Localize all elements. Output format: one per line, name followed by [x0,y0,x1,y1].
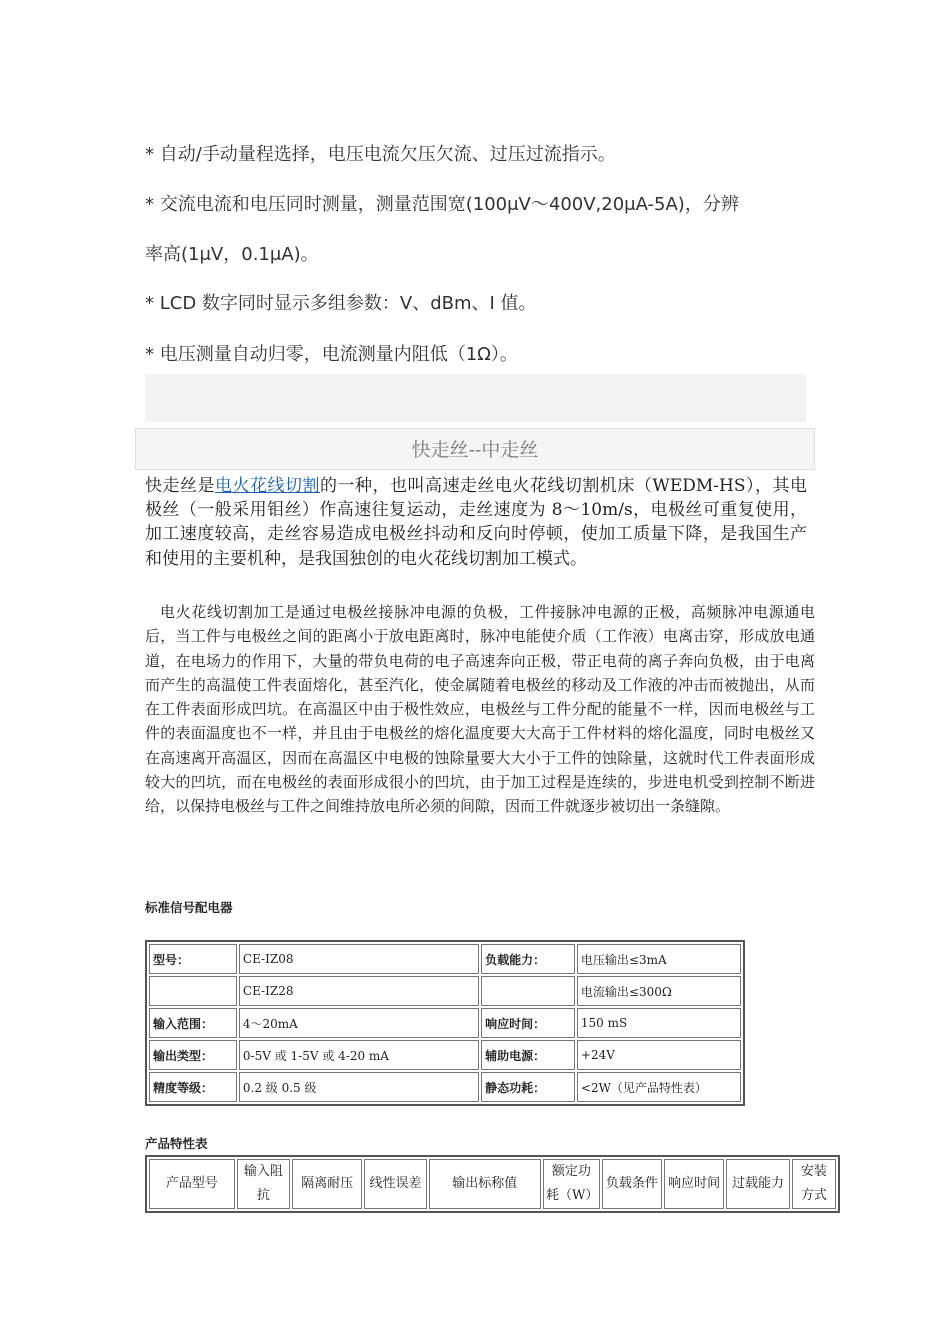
intro-text-start: 快走丝是 [145,476,215,496]
spec-value-load: 电压输出≤3mA [577,944,741,974]
spec-value-output-type: 0-5V 或 1-5V 或 4-20 mA [239,1040,479,1070]
spec-label-model: 型号： [149,944,237,974]
table-row [149,1159,836,1209]
props-header-rated-power: 额定功耗（W） [543,1159,600,1209]
bullet-resolution: 率高(1μV，0.1μA)。 [145,244,319,265]
props-header-isolation: 隔离耐压 [292,1159,362,1209]
spec-value-model-2: CE-IZ28 [239,976,479,1006]
props-header-mounting: 安装方式 [792,1159,836,1209]
bullet-measurement-range: * 交流电流和电压同时测量，测量范围宽(100μV～400V,20μA-5A)，分辨 [145,194,739,215]
spec-label-empty [481,976,575,1006]
table-row [149,944,741,974]
table-row [149,976,741,1006]
spec-value-response: 150 mS [577,1008,741,1038]
intro-text-rest: 的一种，也叫高速走丝电火花线切割机床（WEDM-HS），其电极丝（一般采用钼丝）作高速往复运动，走丝速度为 8～10m/s，电极丝可重复使用，加工速度较高，走丝容易造成电极丝抖动和反向时停顿，使加工质量下降，是我国生产和使用的主要机种，是我国独创的电火花线切割加工模式。 [145,476,808,569]
props-header-response: 响应时间 [664,1159,724,1209]
blank-panel [145,374,806,422]
spec-label-aux-power: 辅助电源： [481,1040,575,1070]
spec-value-accuracy: 0.2 级 0.5 级 [239,1072,479,1102]
bullet-auto-zero: * 电压测量自动归零，电流测量内阻低（1Ω）。 [145,344,518,365]
spec-table [145,940,745,1106]
props-header-overload: 过载能力 [726,1159,790,1209]
table-row [149,1072,741,1102]
spec-value-static-power: <2W（见产品特性表） [577,1072,741,1102]
spec-value-load-2: 电流输出≤300Ω [577,976,741,1006]
table-row [149,1040,741,1070]
spec-label-accuracy: 精度等级： [149,1072,237,1102]
spec-label-input-range: 输入范围： [149,1008,237,1038]
props-table [145,1155,840,1213]
bullet-range-selection: * 自动/手动量程选择，电压电流欠压欠流、过压过流指示。 [145,144,616,165]
props-header-load: 负载条件 [602,1159,662,1209]
spec-label-empty [149,976,237,1006]
bullet-lcd-display: * LCD 数字同时显示多组参数：V、dBm、I 值。 [145,293,537,314]
props-header-output-nominal: 输出标称值 [429,1159,541,1209]
spec-label-response: 响应时间： [481,1008,575,1038]
intro-paragraph [145,474,807,571]
spec-table-title: 标准信号配电器 [145,900,233,915]
props-header-linearity: 线性误差 [364,1159,426,1209]
props-table-title: 产品特性表 [145,1136,208,1151]
props-header-input-impedance: 输入阻抗 [237,1159,291,1209]
spec-value-aux-power: +24V [577,1040,741,1070]
spec-label-output-type: 输出类型： [149,1040,237,1070]
props-header-model: 产品型号 [149,1159,235,1209]
spec-label-load: 负载能力： [481,944,575,974]
spec-label-static-power: 静态功耗： [481,1072,575,1102]
spec-value-model: CE-IZ08 [239,944,479,974]
spec-value-input-range: 4～20mA [239,1008,479,1038]
table-row [149,1008,741,1038]
process-paragraph: 电火花线切割加工是通过电极丝接脉冲电源的负极，工件接脉冲电源的正极，高频脉冲电源通电后，当工件与电极丝之间的距离小于放电距离时，脉冲电能使介质（工作液）电离击穿，形成放电通道，在电场力的作用下，大量的带负电荷的电子高速奔向正极，带正电荷的离子奔向负极，由于电离而产生的高温使工件表面熔化，甚至汽化，使金属随着电极丝的移动及工作液的冲击而被抛出，从而在工件表面形成凹坑。在高温区中由于极性效应，电极丝与工件分配的能量不一样，因而电极丝与工件的表面温度也不一样，并且由于电极丝的熔化温度要大大高于工件材料的熔化温度，同时电极丝又在高速离开高温区，因而在高温区中电极的蚀除量要大大小于工件的蚀除量，这就时代工件表面形成较大的凹坑，而在电极丝的表面形成很小的凹坑，由于加工过程是连续的，步进电机受到控制不断进给，以保持电极丝与工件之间维持放电所必须的间隙，因而工件就逐步被切出一条缝隙。 [145,603,815,816]
section-heading: 快走丝--中走丝 [135,428,815,470]
edm-wire-cutting-link[interactable]: 电火花线切割 [214,476,320,496]
